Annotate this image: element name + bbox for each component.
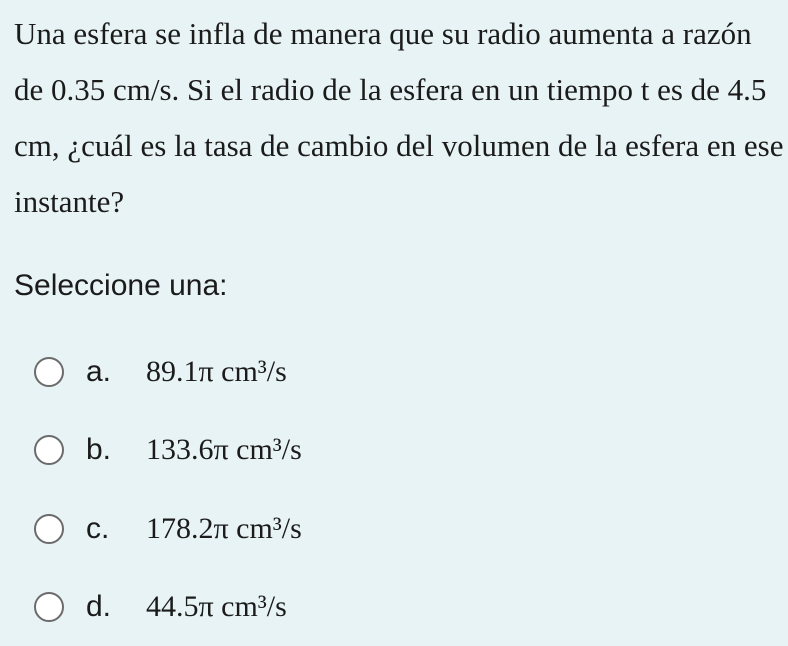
radio-button-a[interactable] <box>34 357 64 387</box>
radio-button-b[interactable] <box>34 435 64 465</box>
option-value-a: 89.1π cm³/s <box>146 355 287 388</box>
option-letter-d: d. <box>86 590 112 623</box>
option-letter-c: c. <box>86 512 110 545</box>
option-d[interactable] <box>34 585 287 629</box>
question-text: Una esfera se infla de manera que su radio aumenta a razón de 0.35 cm/s. Si el radio de la esfera en un tiempo t es de 4.5 cm, ¿cuál es la tasa de cambio del volumen de la esfera en ese instante? <box>14 16 784 219</box>
option-letter-a: a. <box>86 355 112 388</box>
radio-button-d[interactable] <box>34 592 64 622</box>
option-value-b: 133.6π cm³/s <box>146 433 302 466</box>
option-value-d: 44.5π cm³/s <box>146 590 287 623</box>
option-value-c: 178.2π cm³/s <box>146 512 302 545</box>
select-prompt: Seleccione una: <box>14 269 228 302</box>
option-letter-b: b. <box>86 433 112 466</box>
option-b[interactable] <box>34 428 302 472</box>
option-a[interactable] <box>34 350 287 394</box>
radio-button-c[interactable] <box>34 514 64 544</box>
option-c[interactable] <box>34 507 302 551</box>
